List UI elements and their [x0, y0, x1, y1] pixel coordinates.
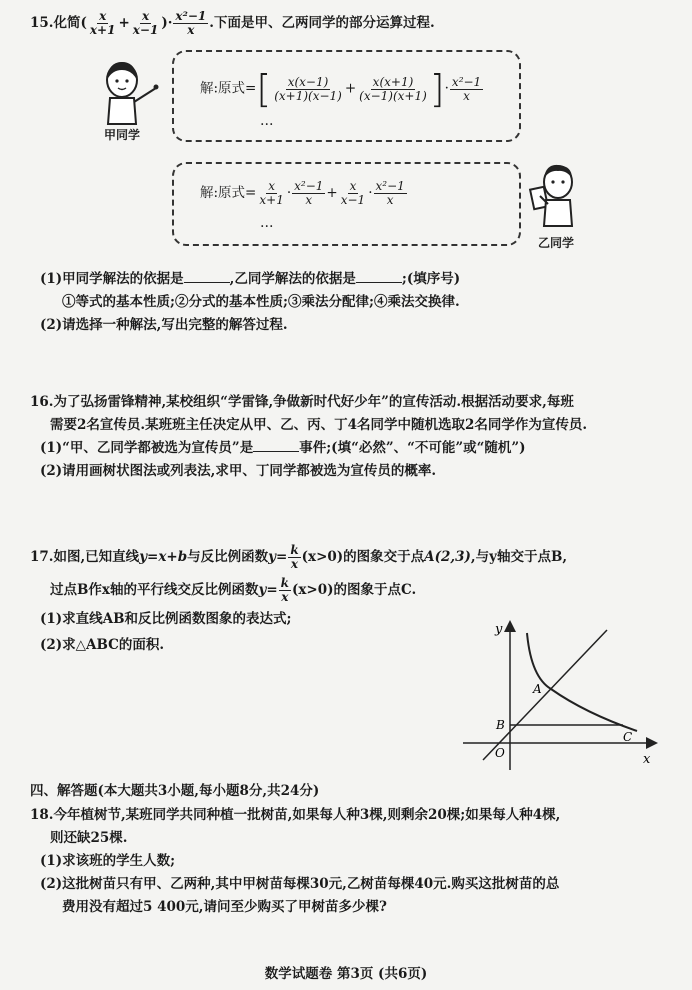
q15-stem: 15.化简( $\frac{x}{x+1}$ + $\frac{x}{x-1}$ )· $\frac{\text{x²−1}}{x}$ .下面是甲、乙两同学的部分运算过程.	[30, 9, 435, 37]
function-graph	[455, 615, 670, 775]
jia-label: 甲同学	[104, 128, 141, 142]
q15-sub1: (1)甲同学解法的依据是 ,乙同学解法的依据是 ;(填序号)	[40, 271, 461, 287]
q17-sub1: (1)求直线AB和反比例函数图象的表达式;	[40, 611, 292, 627]
yi-label: 乙同学	[538, 236, 575, 250]
jia-ellipsis: …	[260, 113, 274, 129]
label-a: A	[533, 682, 542, 696]
q15-sub2: (2)请选择一种解法,写出完整的解答过程.	[40, 317, 288, 333]
q16-line2: 需要2名宣传员.某班班主任决定从甲、乙、丙、丁4名同学中随机选取2名同学作为宣传员.	[50, 417, 588, 433]
jia-solution-line: 解:原式=[ $\frac{x(x-1)}{(x+1)(x-1)}$ + $\frac{x(x+1)}{(x-1)(x+1)}$ ]· $\frac{\text{x²−1}}{x}$	[200, 67, 482, 111]
hyperbola-curve	[527, 633, 637, 731]
q16-line1: 16.为了弘扬雷锋精神,某校组织“学雷锋,争做新时代好少年”的宣传活动.根据活动要求,每班	[30, 394, 574, 410]
q18-sub1: (1)求该班的学生人数;	[40, 853, 176, 869]
page-footer: 数学试题卷 第3页 (共6页)	[264, 966, 428, 982]
q16-sub1: (1)“甲、乙同学都被选为宣传员”是 事件;(填“必然”、“不可能”或“随机”)	[40, 440, 526, 456]
q18-sub2-line2: 费用没有超过5 400元,请问至少购买了甲树苗多少棵?	[62, 899, 387, 915]
q17-line1: 17.如图,已知直线y=x+b与反比例函数y= $\frac{k}{x}$ (x>0)的图象交于点A(2,3),与y轴交于点B,	[30, 543, 568, 571]
label-c: C	[623, 730, 633, 744]
q15-options: ①等式的基本性质;②分式的基本性质;③乘法分配律;④乘法交换律.	[62, 294, 460, 310]
q18-sub2-line1: (2)这批树苗只有甲、乙两种,其中甲树苗每棵30元,乙树苗每棵40元.购买这批树苗的总	[40, 876, 560, 892]
q17-sub2: (2)求△ABC的面积.	[40, 637, 165, 653]
girl-student-illustration	[98, 58, 162, 130]
yi-solution-line: 解:原式= $\frac{x}{x+1}$ · $\frac{\text{x²−1}}{x}$ + $\frac{x}{x-1}$ · $\frac{\text{x²−1}}{x}$	[200, 179, 405, 207]
label-o: O	[495, 746, 505, 760]
boy-student-illustration	[526, 160, 586, 232]
yi-ellipsis: …	[260, 215, 274, 231]
label-y: y	[495, 622, 503, 637]
section-4-heading: 四、解答题(本大题共3小题,每小题8分,共24分)	[30, 783, 320, 799]
q18-line1: 18.今年植树节,某班同学共同种植一批树苗,如果每人种3棵,则剩余20棵;如果每人种4棵,	[30, 807, 561, 823]
q17-line2: 过点B作x轴的平行线交反比例函数y= $\frac{k}{x}$ (x>0)的图象于点C.	[50, 576, 417, 604]
q18-line2: 则还缺25棵.	[50, 830, 128, 846]
label-x: x	[643, 752, 651, 767]
label-b: B	[496, 718, 505, 732]
line-ab	[483, 630, 607, 760]
q16-sub2: (2)请用画树状图法或列表法,求甲、丁同学都被选为宣传员的概率.	[40, 463, 437, 479]
